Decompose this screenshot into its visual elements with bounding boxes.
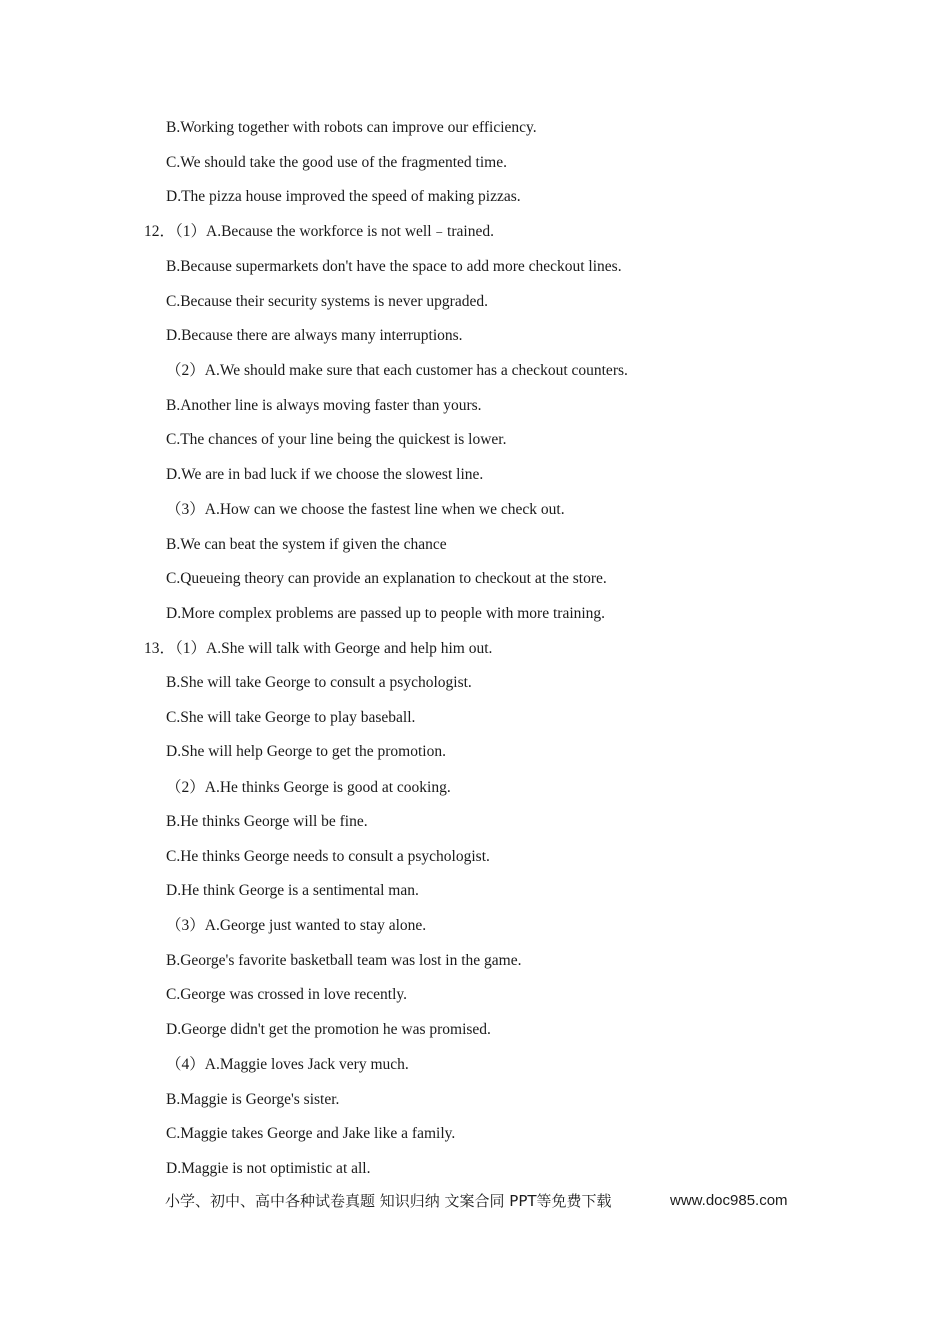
option-line: C.We should take the good use of the fragmented time. [166, 154, 507, 171]
option-line: D.Because there are always many interruptions. [166, 327, 463, 344]
question-13-line: 13．（1）A.She will talk with George and help him out. [144, 640, 493, 657]
option-line: C.Because their security systems is never upgraded. [166, 293, 488, 310]
option-line: C.Maggie takes George and Jake like a family. [166, 1125, 456, 1142]
option-line: C.Queueing theory can provide an explanation to checkout at the store. [166, 570, 607, 587]
subquestion-line: （4）A.Maggie loves Jack very much. [166, 1056, 409, 1073]
option-line: D.Maggie is not optimistic at all. [166, 1160, 371, 1177]
subquestion-line: （3）A.George just wanted to stay alone. [166, 917, 427, 934]
option-line: D.She will help George to get the promotion. [166, 743, 446, 760]
option-line: B.Maggie is George's sister. [166, 1091, 340, 1108]
option-line: B.Working together with robots can improve our efficiency. [166, 119, 537, 136]
option-line: C.George was crossed in love recently. [166, 986, 408, 1003]
option-line: B.He thinks George will be fine. [166, 813, 368, 830]
option-line: B.We can beat the system if given the chance [166, 536, 447, 553]
subquestion-line: （2）A.We should make sure that each customer has a checkout counters. [166, 362, 628, 379]
option-line: D.He think George is a sentimental man. [166, 882, 419, 899]
footer-url[interactable]: www.doc985.com [670, 1192, 788, 1209]
option-line: D.More complex problems are passed up to people with more training. [166, 605, 606, 622]
subquestion-line: （2）A.He thinks George is good at cooking. [166, 779, 451, 796]
subquestion-line: （3）A.How can we choose the fastest line when we check out. [166, 501, 565, 518]
option-line: D.The pizza house improved the speed of making pizzas. [166, 188, 521, 205]
option-line: C.She will take George to play baseball. [166, 709, 416, 726]
option-line: D.George didn't get the promotion he was promised. [166, 1021, 491, 1038]
option-line: B.She will take George to consult a psychologist. [166, 674, 472, 691]
option-line: B.Another line is always moving faster than yours. [166, 397, 482, 414]
option-line: B.Because supermarkets don't have the space to add more checkout lines. [166, 258, 622, 275]
footer-text: 小学、初中、高中各种试卷真题 知识归纳 文案合同 PPT等免费下载 [165, 1192, 612, 1210]
option-line: D.We are in bad luck if we choose the slowest line. [166, 466, 484, 483]
option-line: C.He thinks George needs to consult a psychologist. [166, 848, 490, 865]
question-12-line: 12．（1）A.Because the workforce is not well﹣trained. [144, 223, 494, 240]
option-line: B.George's favorite basketball team was lost in the game. [166, 952, 522, 969]
option-line: C.The chances of your line being the quickest is lower. [166, 431, 507, 448]
